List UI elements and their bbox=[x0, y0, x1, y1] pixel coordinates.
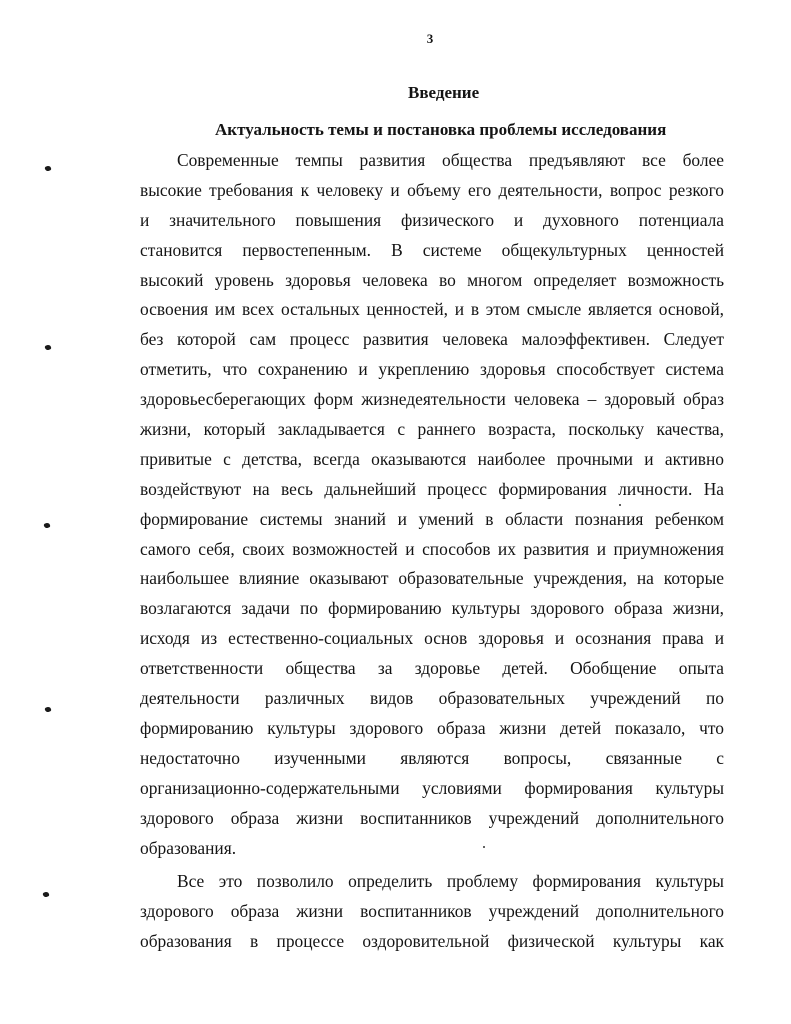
paragraph-1-line: ответственности общества за здоровье детей. Обобщение опыта bbox=[140, 658, 724, 678]
paragraph-1-line: здорового образа жизни воспитанников учреждений дополнительного bbox=[140, 808, 724, 828]
paragraph-2-line: здорового образа жизни воспитанников учреждений дополнительного bbox=[140, 901, 724, 921]
paragraph-1-line: и значительного повышения физического и духовного потенциала bbox=[140, 210, 724, 230]
paragraph-1-line: здоровьесберегающих форм жизнедеятельности человека – здоровый образ bbox=[140, 389, 724, 409]
paragraph-1-line: высокий уровень здоровья человека во многом определяет возможность bbox=[140, 270, 724, 290]
section-subheading: Актуальность темы и постановка проблемы исследования bbox=[215, 120, 667, 139]
paragraph-1-line: формирование системы знаний и умений в области познания ребенком bbox=[140, 509, 724, 529]
paragraph-1-line: привитые с детства, всегда оказываются наиболее прочными и активно bbox=[140, 449, 724, 469]
paragraph-1-line: освоения им всех остальных ценностей, и в этом смысле является основой, bbox=[140, 299, 724, 319]
paragraph-1-line: жизни, который закладывается с раннего возраста, поскольку качества, bbox=[140, 419, 724, 439]
binding-mark bbox=[44, 706, 51, 713]
binding-mark bbox=[44, 165, 51, 172]
paragraph-1-line: самого себя, своих возможностей и способов их развития и приумножения bbox=[140, 539, 724, 559]
paragraph-1-line: организационно-содержательными условиями формирования культуры bbox=[140, 778, 724, 798]
paragraph-1-line: воздействуют на весь дальнейший процесс формирования личности. На bbox=[140, 479, 724, 499]
binding-mark bbox=[42, 891, 49, 898]
paragraph-2-line: Все это позволило определить проблему формирования культуры bbox=[177, 871, 724, 891]
paragraph-1-line: Современные темпы развития общества предъявляют все более bbox=[177, 150, 724, 170]
paragraph-1-line: возлагаются задачи по формированию культуры здорового образа жизни, bbox=[140, 598, 724, 618]
paragraph-1-line: формированию культуры здорового образа жизни детей показало, что bbox=[140, 718, 724, 738]
page-number: 3 bbox=[426, 31, 434, 46]
paragraph-1-line: без которой сам процесс развития человека малоэффективен. Следует bbox=[140, 329, 724, 349]
paragraph-1-line: высокие требования к человеку и объему его деятельности, вопрос резкого bbox=[140, 180, 724, 200]
section-heading: Введение bbox=[408, 83, 480, 102]
paragraph-1-line: исходя из естественно-социальных основ здоровья и осознания права и bbox=[140, 628, 724, 648]
scan-speck bbox=[619, 504, 621, 506]
binding-mark bbox=[44, 344, 51, 351]
paragraph-1-line: образования. bbox=[140, 838, 237, 858]
paragraph-1-line: наибольшее влияние оказывают образовательные учреждения, на которые bbox=[140, 568, 724, 588]
scan-speck bbox=[483, 846, 485, 848]
paragraph-2-line: образования в процессе оздоровительной физической культуры как bbox=[140, 931, 724, 951]
paragraph-1-line: становится первостепенным. В системе общекультурных ценностей bbox=[140, 240, 724, 260]
paragraph-1-line: недостаточно изученными являются вопросы, связанные с bbox=[140, 748, 724, 768]
binding-mark bbox=[43, 522, 50, 529]
paragraph-1-line: отметить, что сохранению и укреплению здоровья способствует система bbox=[140, 359, 724, 379]
paragraph-1-line: деятельности различных видов образовательных учреждений по bbox=[140, 688, 724, 708]
